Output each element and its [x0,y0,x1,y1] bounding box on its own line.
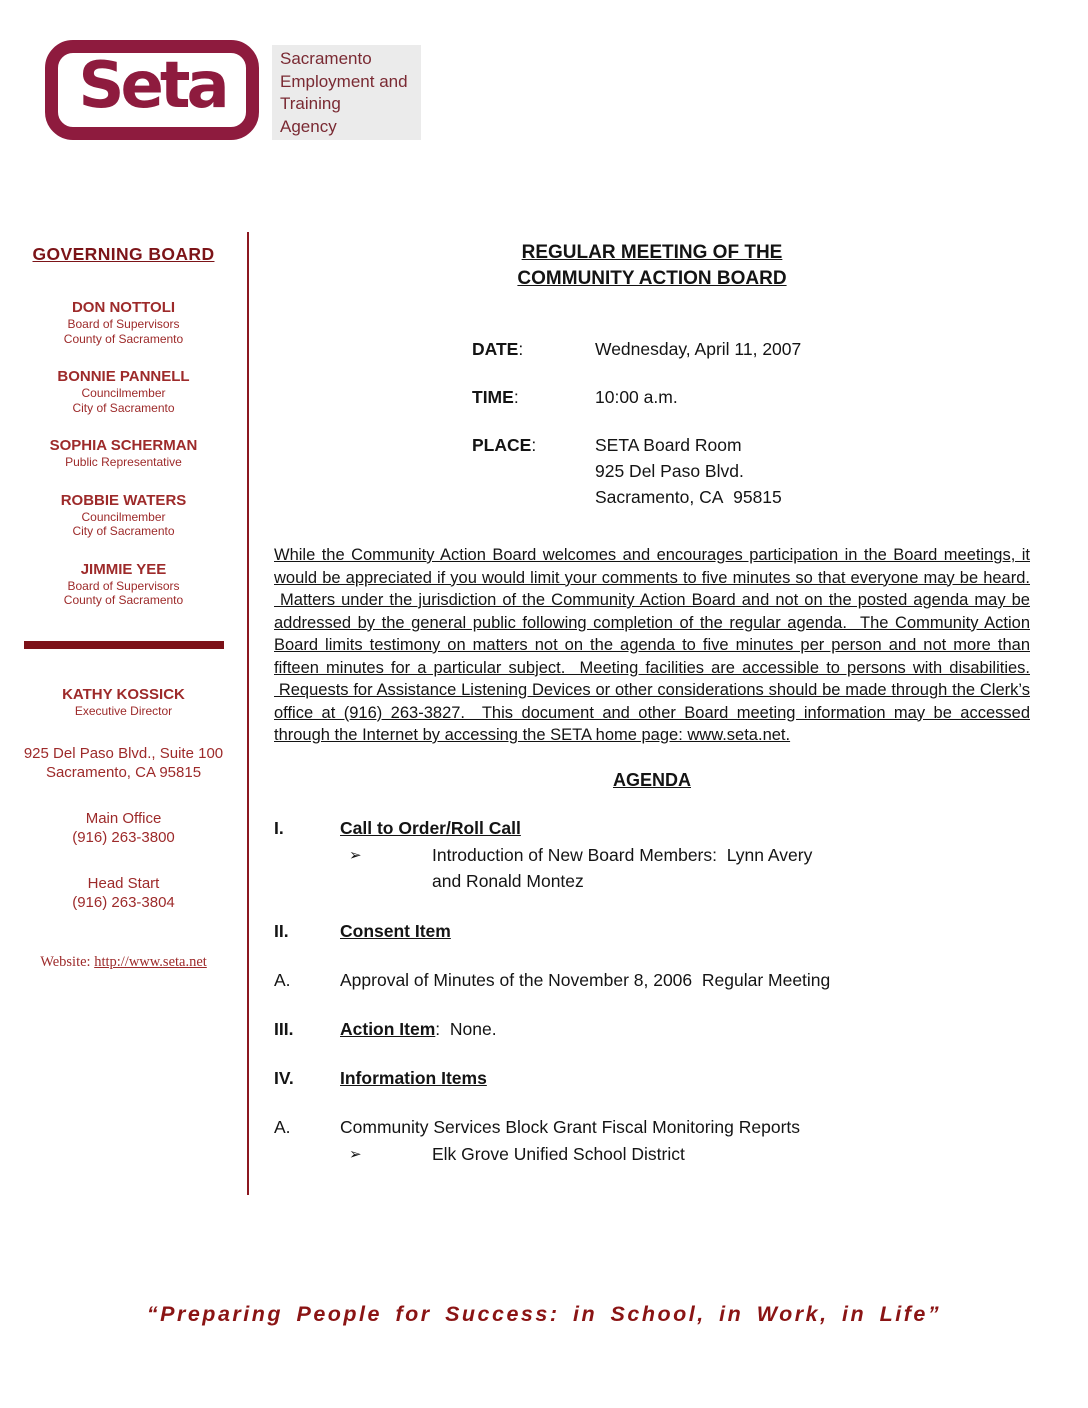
member-role: County of Sacramento [63,331,184,346]
agency-name-line: Training [280,94,341,113]
arrow-bullet-icon: ➢ [349,846,362,864]
meta-colon: : [513,387,519,407]
agenda-item-action [274,1017,1030,1041]
agenda-item-number: II. [274,920,289,941]
website-line [0,954,247,971]
member-role: Councilmember [81,386,166,400]
website-label: Website: [40,953,91,970]
agenda-item-csbg-reports [274,1115,1030,1139]
contact-phone: (916) 263-3804 [72,893,175,911]
agenda-item-consent [274,919,1030,943]
contact-head-start [0,874,247,912]
meta-label [472,384,595,410]
meta-label [472,432,595,510]
agenda-sub-item [274,842,1030,894]
agenda-sub-item [274,1141,1030,1168]
meta-row-place [274,432,1030,510]
address-line: Sacramento, CA 95815 [45,763,202,781]
member-name: SOPHIA SCHERMAN [49,437,198,454]
member-role: County of Sacramento [63,593,184,607]
document-title-line: REGULAR MEETING OF THE [521,242,783,263]
agency-address [0,744,247,782]
agenda-item-title: Action Item [340,1018,436,1039]
board-member [0,367,247,415]
agenda-item-number: IV. [274,1067,294,1088]
seta-logo-wordmark: Seta [78,49,226,123]
agenda-item-title: Consent Item [340,920,451,941]
meta-value-line: Sacramento, CA 95815 [595,487,782,507]
sidebar-divider-bar [24,641,224,649]
member-role: City of Sacramento [72,524,175,538]
member-role: Councilmember [81,509,166,524]
meta-label-text: DATE [472,339,519,359]
meta-label-text: PLACE [472,435,532,455]
agenda-sub-item-line: Elk Grove Unified School District [432,1143,685,1164]
member-role: Board of Supervisors [67,578,180,593]
member-name: BONNIE PANNELL [57,368,190,385]
document-title [274,240,1030,292]
agenda-item-suffix: : None. [435,1018,497,1039]
meta-value-line: 10:00 a.m. [595,387,678,407]
contact-phone: (916) 263-3800 [72,828,175,846]
meta-value-line: Wednesday, April 11, 2007 [595,339,802,359]
contact-label: Head Start [87,874,160,892]
board-member [0,491,247,539]
agenda-item-information [274,1066,1030,1090]
agency-name-line: Sacramento [280,49,372,68]
meta-row-date [274,336,1030,362]
agenda-sub-item-text [432,1141,685,1168]
meta-value [595,384,678,410]
governing-board-sidebar [0,232,249,1195]
meta-value-line: 925 Del Paso Blvd. [595,461,744,481]
board-member [0,436,247,470]
agenda-heading: AGENDA [612,769,691,790]
board-member [0,298,247,346]
agenda-sub-item-text [432,842,812,894]
agency-name-line: Employment and [280,71,408,91]
member-name: JIMMIE YEE [80,560,167,578]
agenda-item-call-to-order [274,816,1030,840]
member-role: Board of Supervisors [67,317,180,331]
address-line: 925 Del Paso Blvd., Suite 100 [23,744,224,762]
public-participation-notice: While the Community Action Board welcomes and encourages participation in the Board meetings, it would be appreciated if you would limit your comments to five minutes so that everyone may be heard. Matters under the jurisdiction of the Community Action Board and not on the posted agenda may be addressed by the general public following completion of the regular agenda. The Community Action Board limits testimony on matters not on the agenda to five minutes per person and not more than fifteen minutes for a particular subject. Meeting facilities are accessible to persons with disabilities. Requests for Assistance Listening Devices or other considerations should be made through the Clerk’s office at (916) 263-3827. This document and other Board meeting information may be accessed through the Internet by accessing the SETA home page: www.seta.net. [274,546,1030,744]
meta-colon: : [518,339,524,359]
agenda-sub-item-line: and Ronald Montez [432,870,584,891]
agenda-item-title-wrap [340,1017,497,1041]
member-name: ROBBIE WATERS [60,491,187,509]
director-title: Executive Director [74,703,173,718]
board-member [0,560,247,608]
meta-value [595,336,801,362]
member-name: DON NOTTOLI [71,299,176,316]
arrow-bullet-icon: ➢ [349,1145,362,1163]
agenda-item-title: Call to Order/Roll Call [340,817,521,838]
meta-colon: : [531,435,537,455]
agenda-item-number: III. [274,1018,294,1039]
meta-label [472,336,595,362]
member-role: City of Sacramento [72,400,175,415]
agenda-item-title: Information Items [340,1067,487,1088]
contact-label: Main Office [85,809,162,827]
director-name: KATHY KOSSICK [62,685,185,703]
meeting-meta [274,336,1030,510]
website-link[interactable]: http://www.seta.net [94,953,207,970]
content-columns [0,232,1088,1195]
member-role: Public Representative [65,455,182,469]
agenda-item-letter: A. [274,1116,291,1137]
sidebar-heading: GOVERNING BOARD [32,244,215,264]
agency-name-block [272,45,421,140]
agenda-item-text: Approval of Minutes of the November 8, 2006 Regular Meeting [340,969,831,990]
document-title-line: COMMUNITY ACTION BOARD [517,268,787,289]
agenda-item-number: I. [274,817,284,838]
agenda-item-letter: A. [274,969,291,990]
meta-row-time [274,384,1030,410]
seta-logo [45,40,259,140]
agenda-item-text: Community Services Block Grant Fiscal Monitoring Reports [340,1116,801,1137]
footer-motto: “Preparing People for Success: in School, in Work, in Life” [146,1302,942,1326]
meta-value-line: SETA Board Room [595,435,742,455]
agency-name-line: Agency [280,116,337,136]
agenda-sub-item-line: Introduction of New Board Members: Lynn Avery [432,844,813,865]
agenda-item-minutes-approval [274,968,1030,992]
agenda-main [249,232,1086,1168]
contact-main-office [0,809,247,847]
executive-director-block [0,685,247,719]
meta-value [595,432,782,510]
meta-label-text: TIME [472,387,514,407]
